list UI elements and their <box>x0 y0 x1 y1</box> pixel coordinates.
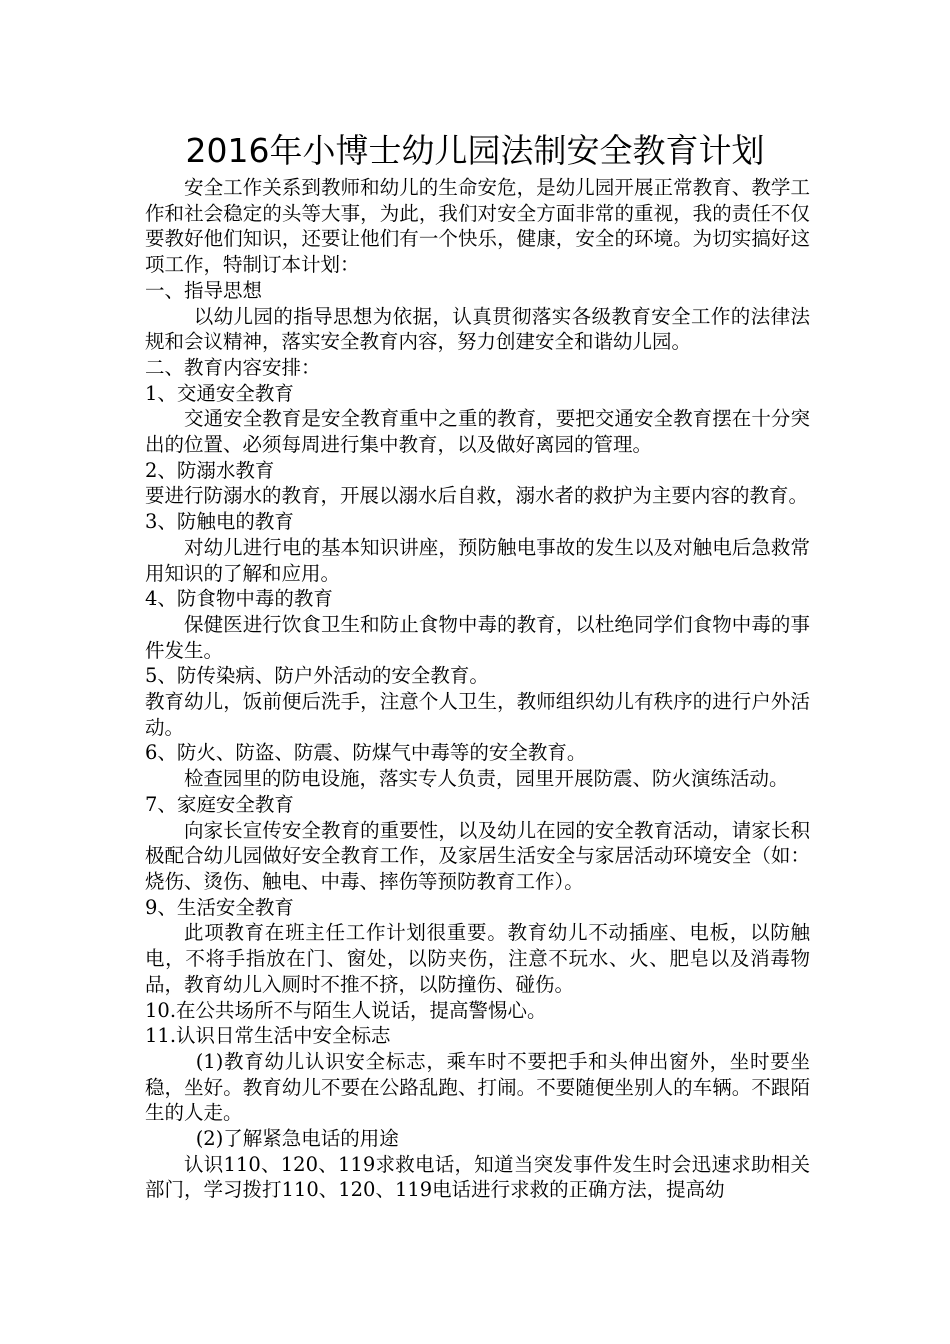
body-paragraph: 检查园里的防电设施，落实专人负责，园里开展防震、防火演练活动。 <box>184 767 789 791</box>
body-paragraph: 以幼儿园的指导思想为依据，认真贯彻落实各级教育安全工作的法律法规和会议精神，落实安全教育内容，努力创建安全和谐幼儿园。 <box>145 304 810 354</box>
sub-item-heading: (2)了解紧急电话的用途 <box>195 1127 399 1151</box>
body-paragraph: (1)教育幼儿认识安全标志，乘车时不要把手和头伸出窗外，坐时要坐稳，坐好。教育幼儿不要在公路乱跑、打闹。不要随便坐别人的车辆。不跟陌生的人走。 <box>145 1049 810 1125</box>
body-paragraph: 保健医进行饮食卫生和防止食物中毒的教育，以杜绝同学们食物中毒的事件发生。 <box>145 612 810 662</box>
item-heading: 1、交通安全教育 <box>145 381 294 405</box>
body-paragraph: 要进行防溺水的教育，开展以溺水后自救，溺水者的救护为主要内容的教育。 <box>145 484 809 508</box>
item-heading: 9、生活安全教育 <box>145 895 294 919</box>
document-title: 2016年小博士幼儿园法制安全教育计划 <box>185 131 765 170</box>
body-paragraph: 此项教育在班主任工作计划很重要。教育幼儿不动插座、电板，以防触电，不将手指放在门、窗处，以防夹伤，注意不玩水、火、肥皂以及消毒物品，教育幼儿入厕时不推不挤，以防撞伤、碰伤。 <box>145 921 810 996</box>
item-heading: 2、防溺水教育 <box>145 458 275 482</box>
item-heading: 7、家庭安全教育 <box>145 792 294 816</box>
item-heading: 3、防触电的教育 <box>145 510 294 534</box>
body-paragraph: 向家长宣传安全教育的重要性，以及幼儿在园的安全教育活动，请家长积极配合幼儿园做好安全教育工作，及家居生活安全与家居活动环境安全（如：烧伤、烫伤、触电、中毒、摔伤等预防教育工作）。 <box>145 818 810 893</box>
body-paragraph: 教育幼儿，饭前便后洗手，注意个人卫生，教师组织幼儿有秩序的进行户外活动。 <box>145 690 810 739</box>
item-heading: 11.认识日常生活中安全标志 <box>145 1024 391 1048</box>
section-heading: 一、指导思想 <box>145 278 263 302</box>
item-heading: 4、防食物中毒的教育 <box>145 587 333 611</box>
body-paragraph: 认识110、120、119求救电话，知道当突发事件发生时会迅速求助相关部门，学习拨打110、120、119电话进行求救的正确方法，提高幼 <box>145 1152 810 1202</box>
item-heading: 6、防火、防盗、防震、防煤气中毒等的安全教育。 <box>145 741 587 765</box>
intro-paragraph: 安全工作关系到教师和幼儿的生命安危，是幼儿园开展正常教育、教学工作和社会稳定的头等大事，为此，我们对安全方面非常的重视，我的责任不仅要教好他们知识，还要让他们有一个快乐，健康，安全的环境。为切实搞好这项工作，特制订本计划： <box>145 176 810 277</box>
body-paragraph: 交通安全教育是安全教育重中之重的教育，要把交通安全教育摆在十分突出的位置、必须每周进行集中教育，以及做好离园的管理。 <box>145 407 810 457</box>
document-body <box>145 175 810 1203</box>
section-heading: 二、教育内容安排： <box>145 355 321 379</box>
body-paragraph: 对幼儿进行电的基本知识讲座，预防触电事故的发生以及对触电后急救常用知识的了解和应用。 <box>145 535 810 585</box>
item-heading: 10.在公共场所不与陌生人说话，提高警惕心。 <box>145 998 547 1022</box>
item-heading: 5、防传染病、防户外活动的安全教育。 <box>145 664 489 688</box>
